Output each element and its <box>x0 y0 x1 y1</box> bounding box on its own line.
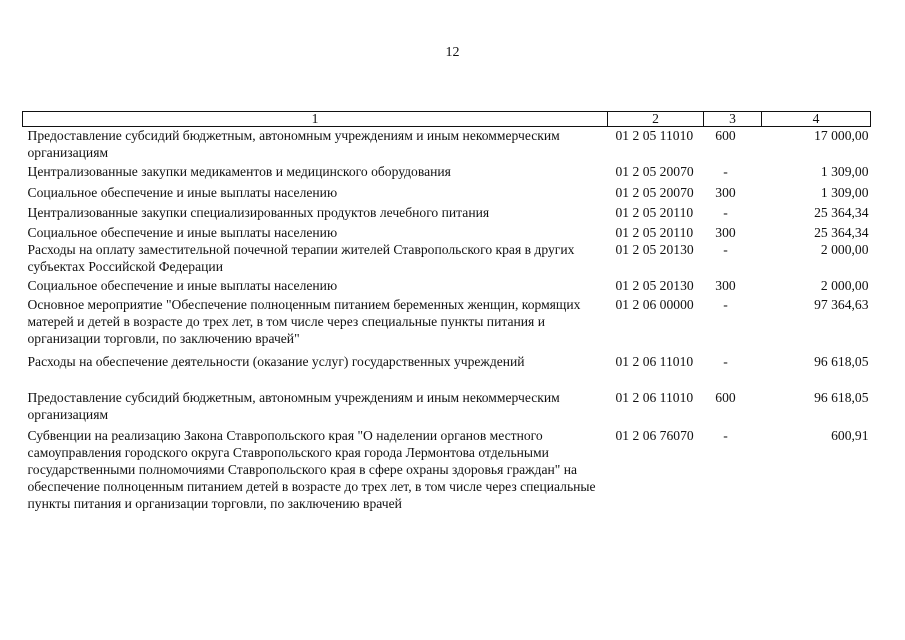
row-amount: 25 364,34 <box>814 224 869 240</box>
budget-table <box>22 111 871 512</box>
table-row <box>23 224 871 241</box>
row-name: Предоставление субсидий бюджетным, автономным учреждениям и иным некоммерческим организациям <box>27 389 560 422</box>
row-vr: - <box>723 163 728 179</box>
row-vr: 600 <box>715 128 736 143</box>
row-name: Социальное обеспечение и иные выплаты населению <box>27 224 338 240</box>
table-row <box>23 353 871 389</box>
table-row <box>23 241 871 277</box>
row-code: 01 2 06 76070 <box>615 427 694 443</box>
row-name: Субвенции на реализацию Закона Ставропольского края "О наделении органов местного самоуправления городского округа Ставропольского края города Лермонтова отдельными государственными полномочиями Ставропольского края в сфере охраны здоровья граждан" на обеспечение полноценным питанием детей в возрасте до трех лет, в том числе через специальные пункты питания и организации торговли, по заключению врачей <box>27 427 596 511</box>
row-amount: 17 000,00 <box>814 128 869 143</box>
row-vr: - <box>723 353 728 369</box>
row-code: 01 2 06 00000 <box>615 296 694 312</box>
row-vr: 600 <box>715 389 736 405</box>
row-code: 01 2 05 11010 <box>615 128 694 143</box>
header-col-2: 2 <box>608 112 704 127</box>
row-code: 01 2 05 20110 <box>615 224 694 240</box>
row-vr: - <box>723 427 728 443</box>
table-row <box>23 427 871 512</box>
row-code: 01 2 05 20130 <box>615 241 694 257</box>
table-row <box>23 277 871 296</box>
row-code: 01 2 05 20110 <box>615 204 694 220</box>
header-col-3: 3 <box>704 112 762 127</box>
table-row <box>23 296 871 353</box>
row-code: 01 2 05 20130 <box>615 277 694 293</box>
row-amount: 96 618,05 <box>814 353 869 369</box>
row-amount: 1 309,00 <box>820 184 869 200</box>
row-name: Предоставление субсидий бюджетным, автономным учреждениям и иным некоммерческим организациям <box>27 128 560 160</box>
table-row <box>23 204 871 224</box>
row-name: Централизованные закупки специализированных продуктов лечебного питания <box>27 204 490 220</box>
row-name: Централизованные закупки медикаментов и медицинского оборудования <box>27 163 451 179</box>
page-number: 12 <box>445 45 460 60</box>
row-code: 01 2 06 11010 <box>615 353 694 369</box>
row-vr: - <box>723 296 728 312</box>
row-name: Расходы на обеспечение деятельности (оказание услуг) государственных учреждений <box>27 353 525 369</box>
row-amount: 1 309,00 <box>820 163 869 179</box>
row-code: 01 2 06 11010 <box>615 389 694 405</box>
row-code: 01 2 05 20070 <box>615 184 694 200</box>
row-code: 01 2 05 20070 <box>615 163 694 179</box>
row-amount: 2 000,00 <box>820 241 869 257</box>
row-amount: 97 364,63 <box>814 296 869 312</box>
row-name: Социальное обеспечение и иные выплаты населению <box>27 277 338 293</box>
table-row <box>23 389 871 427</box>
row-name: Основное мероприятие "Обеспечение полноценным питанием беременных женщин, кормящих матерей и детей в возрасте до трех лет, в том числе через специальные пункты питания и организации торговли, по заключению врачей" <box>27 296 581 346</box>
table-row <box>23 163 871 184</box>
row-vr: 300 <box>715 224 736 240</box>
row-name: Расходы на оплату заместительной почечной терапии жителей Ставропольского края в других субъектах Российской Федерации <box>27 241 575 274</box>
header-col-1: 1 <box>23 112 608 127</box>
row-name: Социальное обеспечение и иные выплаты населению <box>27 184 338 200</box>
table-row <box>23 184 871 204</box>
row-amount: 2 000,00 <box>820 277 869 293</box>
header-col-4: 4 <box>762 112 871 127</box>
row-vr: - <box>723 204 728 220</box>
row-vr: 300 <box>715 277 736 293</box>
row-amount: 96 618,05 <box>814 389 869 405</box>
row-amount: 600,91 <box>831 427 869 443</box>
table-row <box>23 127 871 163</box>
row-vr: 300 <box>715 184 736 200</box>
row-vr: - <box>723 241 728 257</box>
row-amount: 25 364,34 <box>814 204 869 220</box>
table-header-row <box>23 112 871 127</box>
